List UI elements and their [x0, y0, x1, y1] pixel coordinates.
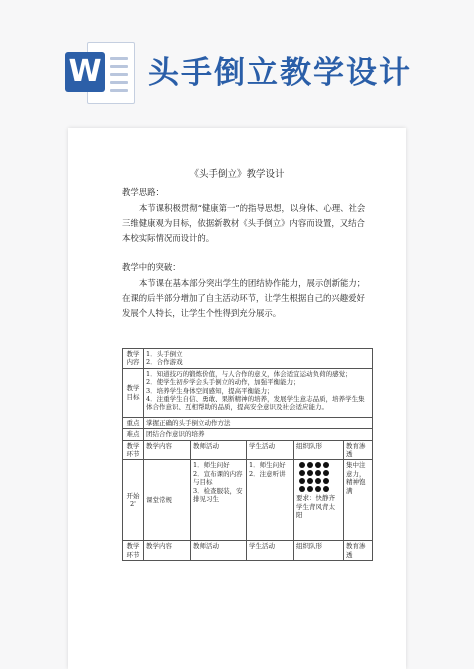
banner-title: 头手倒立教学设计 — [148, 55, 412, 91]
formation-requirement: 要求：快静齐 — [296, 494, 335, 503]
header-formation: 组织队形 — [294, 541, 344, 561]
breakthrough-heading: 教学中的突破： — [122, 262, 181, 272]
breakthrough-paragraph: 本节课在基本部分突出学生的团结协作能力，展示创新能力；在课的后半部分增加了自主活动环节，让学生根据自己的兴趣爱好发展个人特长，让学生个性得到充分展示。 — [122, 278, 366, 318]
table-row — [123, 460, 373, 541]
row-student — [247, 460, 294, 541]
idea-heading: 教学思路： — [122, 187, 164, 197]
student-dot — [307, 486, 313, 492]
header-step: 教学环节 — [123, 440, 144, 460]
key-label: 重点 — [123, 417, 144, 428]
icon-line — [110, 81, 128, 84]
table-row — [123, 368, 373, 417]
table-row — [123, 417, 373, 428]
idea-paragraph: 本节课积极贯彻“健康第一”的指导思想，以身体、心理、社会三维健康观为目标，依据新教材《头手倒立》内容而设置，又结合本校实际情况而设计的。 — [122, 203, 366, 243]
student-dot — [315, 486, 321, 492]
header-formation: 组织队形 — [294, 440, 344, 460]
header-step: 教学环节 — [123, 541, 144, 561]
header-teacher: 教师活动 — [191, 541, 247, 561]
table-header-row — [123, 440, 373, 460]
list-item: 2．使学生初步学会头手倒立的动作，加强平衡能力； — [146, 378, 300, 387]
key-text: 掌握正确的头手倒立动作方法 — [144, 417, 373, 428]
student-dot — [299, 470, 305, 476]
goal-items — [144, 368, 373, 417]
table-header-row — [123, 541, 373, 561]
student-dot — [307, 462, 313, 468]
header-student: 学生活动 — [247, 440, 294, 460]
row-infiltration: 集中注意力，精神饱满 — [344, 460, 373, 541]
content-items — [144, 349, 373, 369]
table-row — [123, 349, 373, 369]
word-doc-icon — [59, 38, 137, 106]
icon-line — [110, 57, 128, 60]
header-content: 教学内容 — [144, 541, 191, 561]
banner — [0, 0, 474, 120]
list-item: 1．头手倒立 — [146, 350, 183, 358]
student-dot — [307, 470, 313, 476]
student-dot — [323, 486, 329, 492]
step-start: 开始 2' — [123, 460, 144, 541]
header-student: 学生活动 — [247, 541, 294, 561]
doc-title: 《头手倒立》教学设计 — [189, 169, 285, 180]
student-dot — [315, 470, 321, 476]
header-infiltration: 教育渗透 — [344, 541, 373, 561]
lesson-plan-table — [122, 348, 373, 561]
difficulty-text: 团结合作意识的培养 — [144, 429, 373, 440]
student-dot — [299, 486, 305, 492]
icon-line — [110, 65, 128, 68]
student-dot — [315, 478, 321, 484]
list-item: 1．知道技巧的锻炼价值，与人合作的意义，体会适宜运动负荷的感觉； — [146, 369, 352, 378]
list-item: 1．师生问好 — [193, 461, 230, 470]
list-item: 3．培养学生身体空间感知，提高平衡能力； — [146, 386, 274, 395]
student-dot — [323, 470, 329, 476]
header-infiltration: 教育渗透 — [344, 440, 373, 460]
list-item: 2．合作游戏 — [146, 358, 183, 367]
student-dot — [307, 478, 313, 484]
document-page — [68, 128, 406, 669]
row-content: 课堂常规 — [144, 460, 191, 541]
student-dot — [315, 462, 321, 468]
student-dot — [323, 478, 329, 484]
student-dot — [323, 462, 329, 468]
content-label: 教学内容 — [123, 349, 144, 369]
header-content: 教学内容 — [144, 440, 191, 460]
icon-line — [110, 73, 128, 76]
row-formation — [294, 460, 344, 541]
list-item: 1．师生问好 — [249, 461, 286, 470]
student-dot — [299, 462, 305, 468]
row-teacher — [191, 460, 247, 541]
header-teacher: 教师活动 — [191, 440, 247, 460]
list-item: 4．注重学生自信、勇敢、果断精神的培养，发展学生意志品质，培养学生集体合作意识、互相帮助的品质，提高安全意识及社会适应能力。 — [146, 395, 365, 412]
icon-line — [110, 89, 128, 92]
goal-label: 教学目标 — [123, 368, 144, 417]
formation-note: 学生背风背太阳 — [296, 502, 335, 520]
difficulty-label: 难点 — [123, 429, 144, 440]
list-item: 3．检查服装，安排见习生 — [193, 486, 243, 504]
formation-diagram — [299, 462, 341, 492]
table-row — [123, 429, 373, 440]
list-item: 2．宣布课的内容与目标 — [193, 469, 243, 487]
list-item: 2．注意听讲 — [249, 469, 286, 478]
icon-letter: W — [65, 52, 105, 92]
student-dot — [299, 478, 305, 484]
